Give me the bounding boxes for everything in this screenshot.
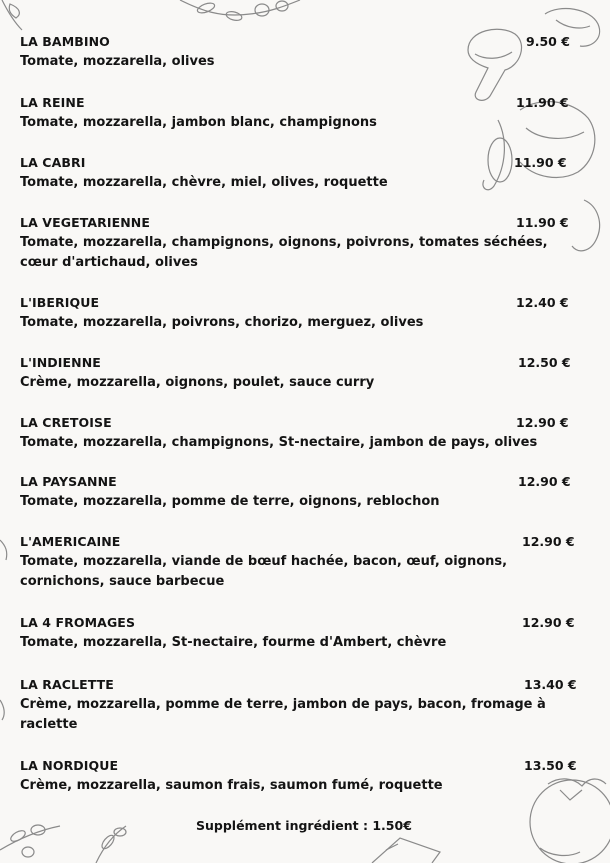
menu-item xyxy=(20,615,580,653)
item-price: 12.90 € xyxy=(518,474,571,489)
item-name: LA BAMBINO xyxy=(20,34,110,49)
menu-item xyxy=(20,677,580,735)
item-name: L'IBERIQUE xyxy=(20,295,100,310)
item-description: Tomate, mozzarella, pomme de terre, oignons, reblochon xyxy=(20,494,440,509)
item-description: Crème, mozzarella, pomme de terre, jambon de pays, bacon, fromage à raclette xyxy=(20,697,546,732)
item-price: 13.40 € xyxy=(524,677,577,692)
item-price: 9.50 € xyxy=(526,34,570,49)
item-price: 12.90 € xyxy=(516,415,569,430)
item-name: L'AMERICAINE xyxy=(20,534,121,549)
item-description: Tomate, mozzarella, chèvre, miel, olives, roquette xyxy=(20,175,388,190)
item-price: 13.50 € xyxy=(524,758,577,773)
menu-item xyxy=(20,34,580,72)
item-description: Tomate, mozzarella, viande de bœuf hachée, bacon, œuf, oignons, cornichons, sauce barbecue xyxy=(20,554,508,589)
item-name: LA CRETOISE xyxy=(20,415,112,430)
item-name: LA 4 FROMAGES xyxy=(20,615,136,630)
item-price: 11.90 € xyxy=(514,155,567,170)
item-price: 12.90 € xyxy=(522,534,575,549)
item-name: LA CABRI xyxy=(20,155,86,170)
menu-item xyxy=(20,758,580,796)
menu-item xyxy=(20,215,580,273)
menu-item xyxy=(20,474,580,512)
item-description: Tomate, mozzarella, jambon blanc, champignons xyxy=(20,115,377,130)
item-price: 11.90 € xyxy=(516,215,569,230)
item-price: 11.90 € xyxy=(516,95,569,110)
item-description: Tomate, mozzarella, olives xyxy=(20,54,215,69)
item-name: LA RACLETTE xyxy=(20,677,114,692)
item-name: LA PAYSANNE xyxy=(20,474,117,489)
menu-item xyxy=(20,95,580,133)
menu-item xyxy=(20,155,580,193)
item-price: 12.90 € xyxy=(522,615,575,630)
item-price: 12.40 € xyxy=(516,295,569,310)
item-name: L'INDIENNE xyxy=(20,355,101,370)
menu-item xyxy=(20,415,580,453)
item-description: Tomate, mozzarella, champignons, oignons, poivrons, tomates séchées, cœur d'artichaud, olives xyxy=(20,235,548,270)
item-price: 12.50 € xyxy=(518,355,571,370)
item-description: Tomate, mozzarella, St-nectaire, fourme d'Ambert, chèvre xyxy=(20,635,447,650)
menu-item xyxy=(20,355,580,393)
item-description: Crème, mozzarella, saumon frais, saumon fumé, roquette xyxy=(20,778,443,793)
item-name: LA REINE xyxy=(20,95,85,110)
item-description: Tomate, mozzarella, champignons, St-nectaire, jambon de pays, olives xyxy=(20,435,538,450)
item-name: LA NORDIQUE xyxy=(20,758,119,773)
menu-item xyxy=(20,534,580,592)
supplement-note: Supplément ingrédient : 1.50€ xyxy=(196,818,412,833)
item-description: Tomate, mozzarella, poivrons, chorizo, merguez, olives xyxy=(20,315,424,330)
item-description: Crème, mozzarella, oignons, poulet, sauce curry xyxy=(20,375,375,390)
menu-item xyxy=(20,295,580,333)
item-name: LA VEGETARIENNE xyxy=(20,215,151,230)
